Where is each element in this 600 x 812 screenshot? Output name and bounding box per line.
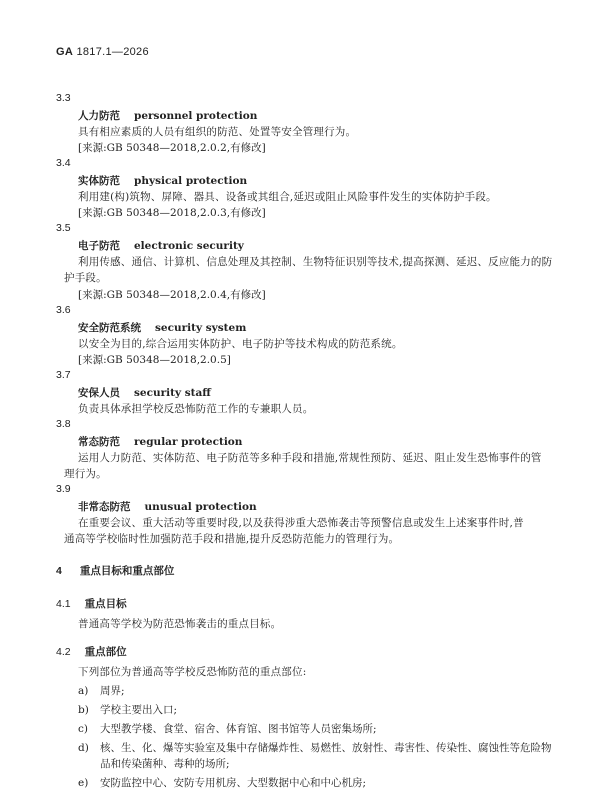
chapter-heading — [56, 563, 174, 578]
term-source: [来源:GB 50348—2018,2.0.2,有修改] — [78, 142, 266, 154]
term-title — [78, 499, 257, 514]
section-title: 重点部位 — [84, 646, 127, 658]
term-cn: 常态防范 — [78, 436, 120, 448]
term-cn: 安保人员 — [78, 387, 120, 399]
term-source: [来源:GB 50348—2018,2.0.3,有修改] — [78, 207, 266, 219]
list-marker: c) — [78, 723, 88, 735]
term-definition-cont: 通高等学校临时性加强防范手段和措施,提升反恐防范能力的管理行为。 — [64, 533, 400, 545]
term-definition: 运用人力防范、实体防范、电子防范等多种手段和措施,常规性预防、延迟、阻止发生恐怖事件的管 — [78, 452, 542, 464]
term-cn: 安全防范系统 — [78, 322, 141, 334]
list-text: 大型教学楼、食堂、宿舍、体育馆、图书馆等人员密集场所; — [100, 723, 377, 735]
list-text: 周界; — [100, 685, 125, 697]
section-number: 4.2 — [56, 646, 71, 658]
term-en: physical protection — [134, 175, 248, 187]
term-number: 3.5 — [56, 222, 71, 234]
term-definition: 利用建(构)筑物、屏障、器具、设备或其组合,延迟或阻止风险事件发生的实体防护手段。 — [78, 191, 497, 203]
list-item — [78, 702, 177, 717]
term-definition: 负责具体承担学校反恐怖防范工作的专兼职人员。 — [78, 403, 314, 415]
term-definition-cont: 理行为。 — [64, 468, 107, 480]
list-item — [78, 683, 125, 698]
list-marker: e) — [78, 777, 89, 789]
term-title — [78, 320, 246, 335]
term-definition: 利用传感、通信、计算机、信息处理及其控制、生物特征识别等技术,提高探测、延迟、反应能力的防 — [78, 256, 553, 268]
section-text: 下列部位为普通高等学校反恐怖防范的重点部位: — [78, 666, 307, 678]
section-heading — [56, 644, 127, 659]
term-definition: 在重要会议、重大活动等重要时段,以及获得涉重大恐怖袭击等预警信息或发生上述案事件时,普 — [78, 517, 524, 529]
section-title: 重点目标 — [84, 598, 127, 610]
standard-number: 1817.1—2026 — [76, 46, 149, 58]
term-en: regular protection — [134, 436, 243, 448]
term-title — [78, 173, 247, 188]
list-marker: b) — [78, 704, 89, 716]
chapter-title: 重点目标和重点部位 — [79, 565, 175, 577]
term-definition-cont: 护手段。 — [64, 272, 107, 284]
term-cn: 电子防范 — [78, 240, 120, 252]
term-definition: 以安全为目的,综合运用实体防护、电子防护等技术构成的防范系统。 — [78, 338, 403, 350]
term-source: [来源:GB 50348—2018,2.0.4,有修改] — [78, 289, 266, 301]
term-en: security system — [155, 322, 247, 334]
list-text: 学校主要出入口; — [100, 704, 178, 716]
list-item — [78, 721, 377, 736]
list-item-cont: 品和传染菌种、毒种的场所; — [100, 758, 230, 770]
term-cn: 人力防范 — [78, 110, 120, 122]
document-header — [56, 46, 149, 58]
term-title — [78, 385, 211, 400]
list-text: 核、生、化、爆等实验室及集中存储爆炸性、易燃性、放射性、毒害性、传染性、腐蚀性等危险物 — [100, 742, 552, 754]
term-en: electronic security — [134, 240, 244, 252]
section-text: 普通高等学校为防范恐怖袭击的重点目标。 — [78, 618, 282, 630]
list-marker: a) — [78, 685, 89, 697]
term-number: 3.9 — [56, 483, 71, 495]
chapter-number: 4 — [56, 565, 62, 577]
section-number: 4.1 — [56, 598, 71, 610]
term-title — [78, 108, 257, 123]
list-item — [78, 740, 552, 755]
term-title — [78, 238, 244, 253]
term-en: security staff — [134, 387, 211, 399]
term-number: 3.4 — [56, 157, 71, 169]
term-source: [来源:GB 50348—2018,2.0.5] — [78, 354, 231, 366]
term-cn: 非常态防范 — [78, 501, 131, 513]
standard-code: GA — [56, 46, 74, 58]
term-definition: 具有相应素质的人员有组织的防范、处置等安全管理行为。 — [78, 126, 357, 138]
term-number: 3.3 — [56, 92, 71, 104]
term-number: 3.7 — [56, 369, 71, 381]
term-en: personnel protection — [134, 110, 258, 122]
term-number: 3.8 — [56, 418, 71, 430]
term-cn: 实体防范 — [78, 175, 120, 187]
list-marker: d) — [78, 742, 89, 754]
term-title — [78, 434, 242, 449]
term-en: unusual protection — [144, 501, 257, 513]
list-item — [78, 775, 366, 790]
term-number: 3.6 — [56, 304, 71, 316]
list-text: 安防监控中心、安防专用机房、大型数据中心和中心机房; — [100, 777, 367, 789]
section-heading — [56, 596, 127, 611]
